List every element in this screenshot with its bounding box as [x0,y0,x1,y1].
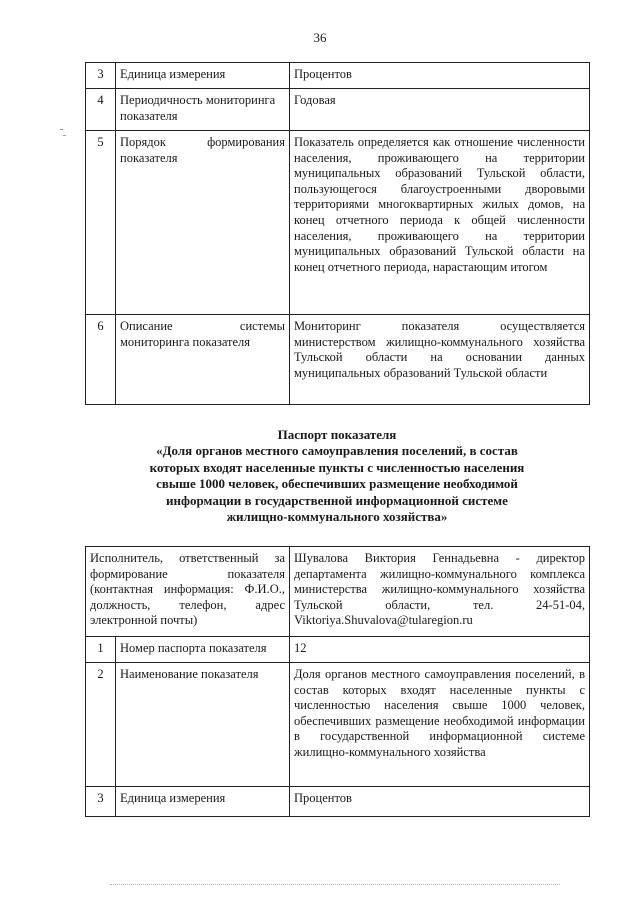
executor-value: Шувалова Виктория Геннадьевна - директор департамента жилищно-коммунального комплекса министерства жилищно-коммунального хозяйства Тульской области, тел. 24-51-04, Viktoriya.Shuvalova@tularegion.ru [290,547,590,637]
row-number: 5 [86,131,116,315]
table-row [86,663,590,787]
row-value: Мониторинг показателя осуществляется министерством жилищно-коммунального хозяйства Тульской области на основании данных муниципальных образований Тульской области [290,315,590,405]
indicator-table-continued [85,62,590,405]
row-value: Показатель определяется как отношение численности населения, проживающего на территории муниципальных образований Тульской области, пользующегося благоустроенными дворовыми территориями многоквартирных жилых домов, на конец отчетного периода к общей численности населения, проживающего на территории муниципальных образований Тульской области на конец отчетного периода, нарастающим итогом [290,131,590,315]
row-label: Порядок формирования показателя [116,131,290,315]
row-number: 1 [86,637,116,663]
passport-title: Паспорт показателя [277,427,397,442]
row-number: 3 [86,787,116,817]
scan-artifact-line [110,884,560,886]
passport-table [85,546,590,817]
table-row [86,63,590,89]
table-row [86,89,590,131]
row-value: Годовая [290,89,590,131]
executor-label: Исполнитель, ответственный за формирование показателя (контактная информация: Ф.И.О., должность, телефон, адрес электронной почты) [86,547,290,637]
table-row [86,315,590,405]
row-label: Единица измерения [116,787,290,817]
row-label: Периодичность мониторинга показателя [116,89,290,131]
passport-subtitle-line: информации в государственной информационной системе [166,492,508,508]
row-label: Единица измерения [116,63,290,89]
row-value: Доля органов местного самоуправления поселений, в состав которых входят населенные пункты с численностью населения свыше 1000 человек, обеспечивших размещение необходимой информации в государственной информационной системе жилищно-коммунального хозяйства [290,663,590,787]
passport-subtitle-line: жилищно-коммунального хозяйства» [226,509,448,525]
page-number: 36 [313,30,327,45]
table-row [86,131,590,315]
passport-subtitle-line: свыше 1000 человек, обеспечивших размещение необходимой [156,476,518,492]
table-row [86,787,590,817]
passport-subtitle-line: «Доля органов местного самоуправления поселений, в состав [156,443,518,459]
row-label: Наименование показателя [116,663,290,787]
row-label: Описание системы мониторинга показателя [116,315,290,405]
row-number: 3 [86,63,116,89]
row-number: 2 [86,663,116,787]
table-row [86,637,590,663]
passport-heading [95,427,579,525]
scan-margin-mark [60,129,63,130]
executor-row [86,547,590,637]
row-value: Процентов [290,787,590,817]
row-label: Номер паспорта показателя [116,637,290,663]
row-number: 4 [86,89,116,131]
passport-subtitle-line: которых входят населенные пункты с численностью населения [149,459,525,475]
row-value: 12 [290,637,590,663]
scan-margin-mark [63,135,66,136]
row-value: Процентов [290,63,590,89]
row-number: 6 [86,315,116,405]
